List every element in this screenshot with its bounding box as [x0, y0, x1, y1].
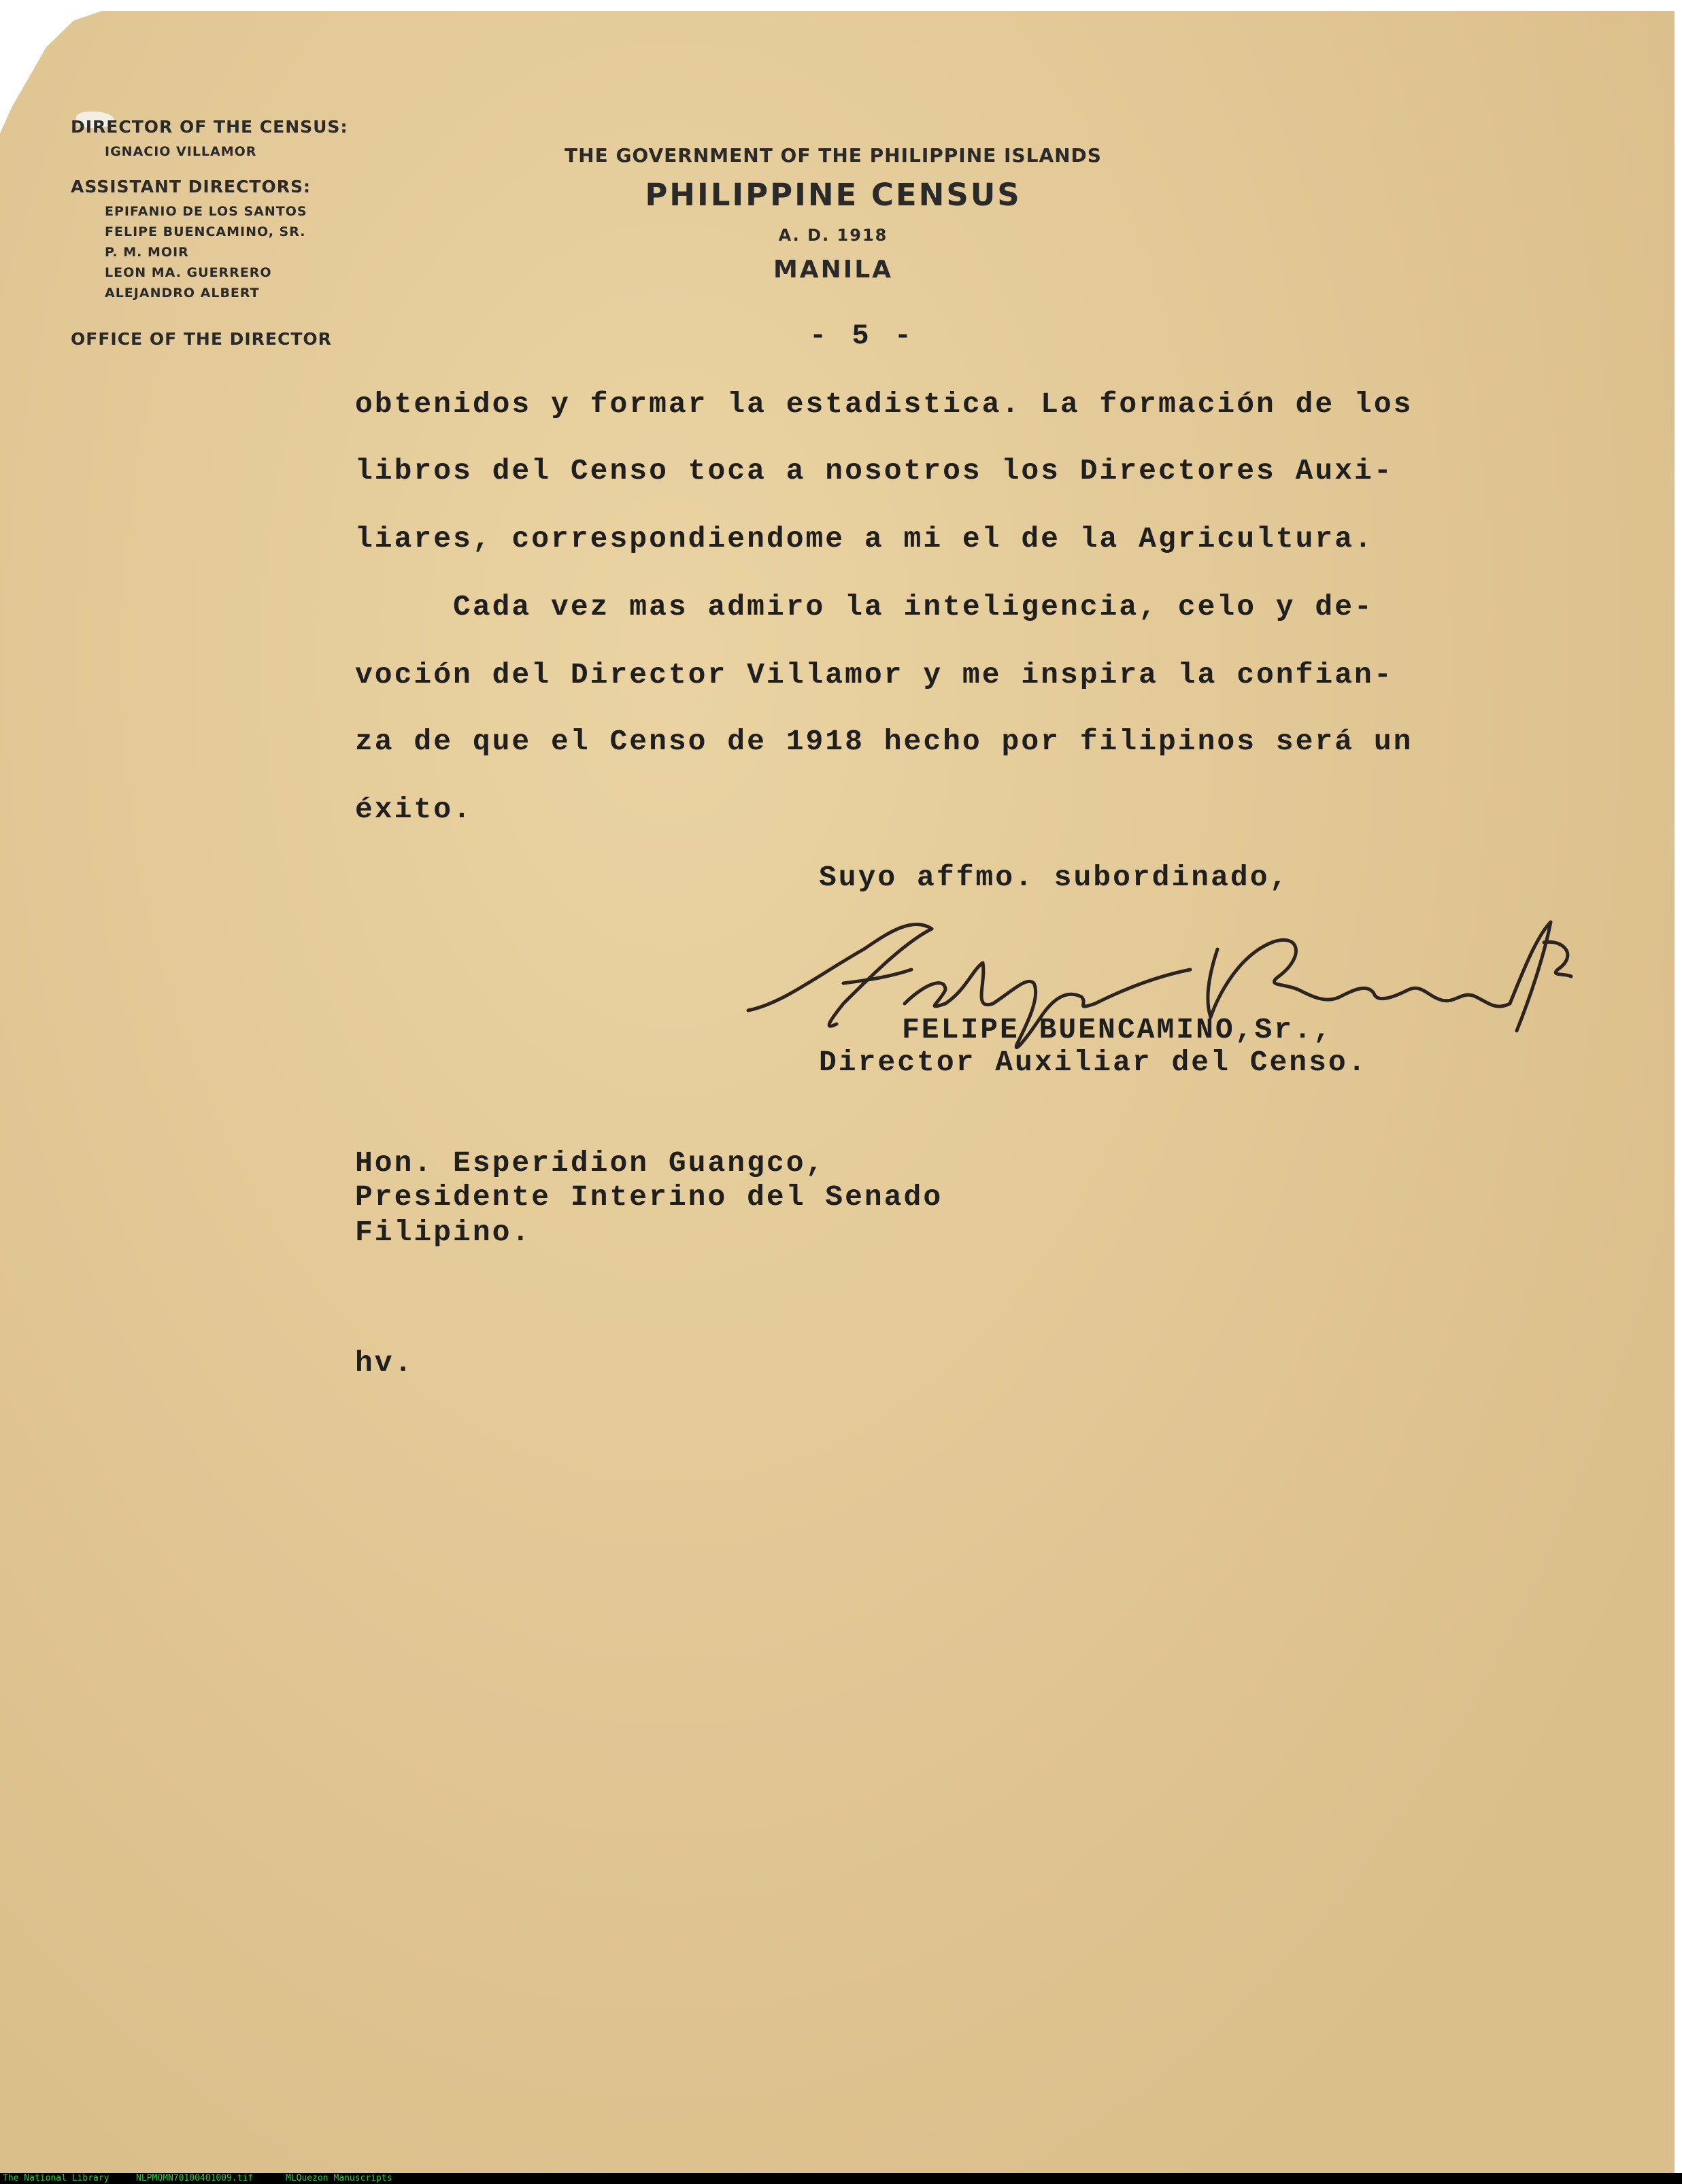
body-line: éxito. — [355, 793, 473, 826]
archive-footer — [0, 2173, 1682, 2184]
office-label: OFFICE OF THE DIRECTOR — [71, 329, 332, 349]
census-year: A. D. 1918 — [778, 226, 888, 245]
letter-sheet — [0, 11, 1675, 2173]
body-line: obtenidos y formar la estadistica. La formación de los — [355, 388, 1413, 421]
census-title: PHILIPPINE CENSUS — [645, 177, 1022, 213]
body-line: voción del Director Villamor y me inspira la confian- — [355, 658, 1394, 692]
footer-collection: MLQuezon Manuscripts — [286, 2173, 392, 2183]
government-title: THE GOVERNMENT OF THE PHILIPPINE ISLANDS — [565, 144, 1102, 167]
body-line: za de que el Censo de 1918 hecho por filipinos será un — [355, 725, 1413, 758]
assistant-director: EPIFANIO DE LOS SANTOS — [105, 204, 307, 219]
assistant-director: LEON MA. GUERRERO — [105, 265, 272, 280]
assistant-director: FELIPE BUENCAMINO, SR. — [105, 224, 306, 239]
addressee-line: Filipino. — [355, 1216, 532, 1249]
signer-title: Director Auxiliar del Censo. — [819, 1046, 1368, 1079]
addressee-line: Hon. Esperidion Guangco, — [355, 1146, 826, 1180]
addressee-line: Presidente Interino del Senado — [355, 1180, 943, 1214]
body-line: Cada vez mas admiro la inteligencia, celo y de- — [355, 590, 1374, 624]
assistant-director: ALEJANDRO ALBERT — [105, 286, 260, 301]
census-city: MANILA — [773, 256, 893, 284]
director-name: IGNACIO VILLAMOR — [105, 144, 257, 159]
body-line: libros del Censo toca a nosotros los Directores Auxi- — [355, 454, 1394, 488]
body-line: liares, correspondiendome a mi el de la Agricultura. — [355, 522, 1374, 556]
page-number: - 5 - — [809, 320, 916, 352]
director-label: DIRECTOR OF THE CENSUS: — [71, 117, 348, 137]
typist-initials: hv. — [355, 1346, 414, 1380]
footer-file: NLPMQMN7010040100​9.tif — [136, 2173, 254, 2183]
closing-salutation: Suyo affmo. subordinado, — [819, 861, 1290, 894]
footer-library: The National Library — [3, 2173, 110, 2183]
signer-name: FELIPE BUENCAMINO,Sr., — [902, 1013, 1333, 1046]
assistant-director: P. M. MOIR — [105, 245, 189, 260]
assistants-label: ASSISTANT DIRECTORS: — [71, 177, 311, 197]
